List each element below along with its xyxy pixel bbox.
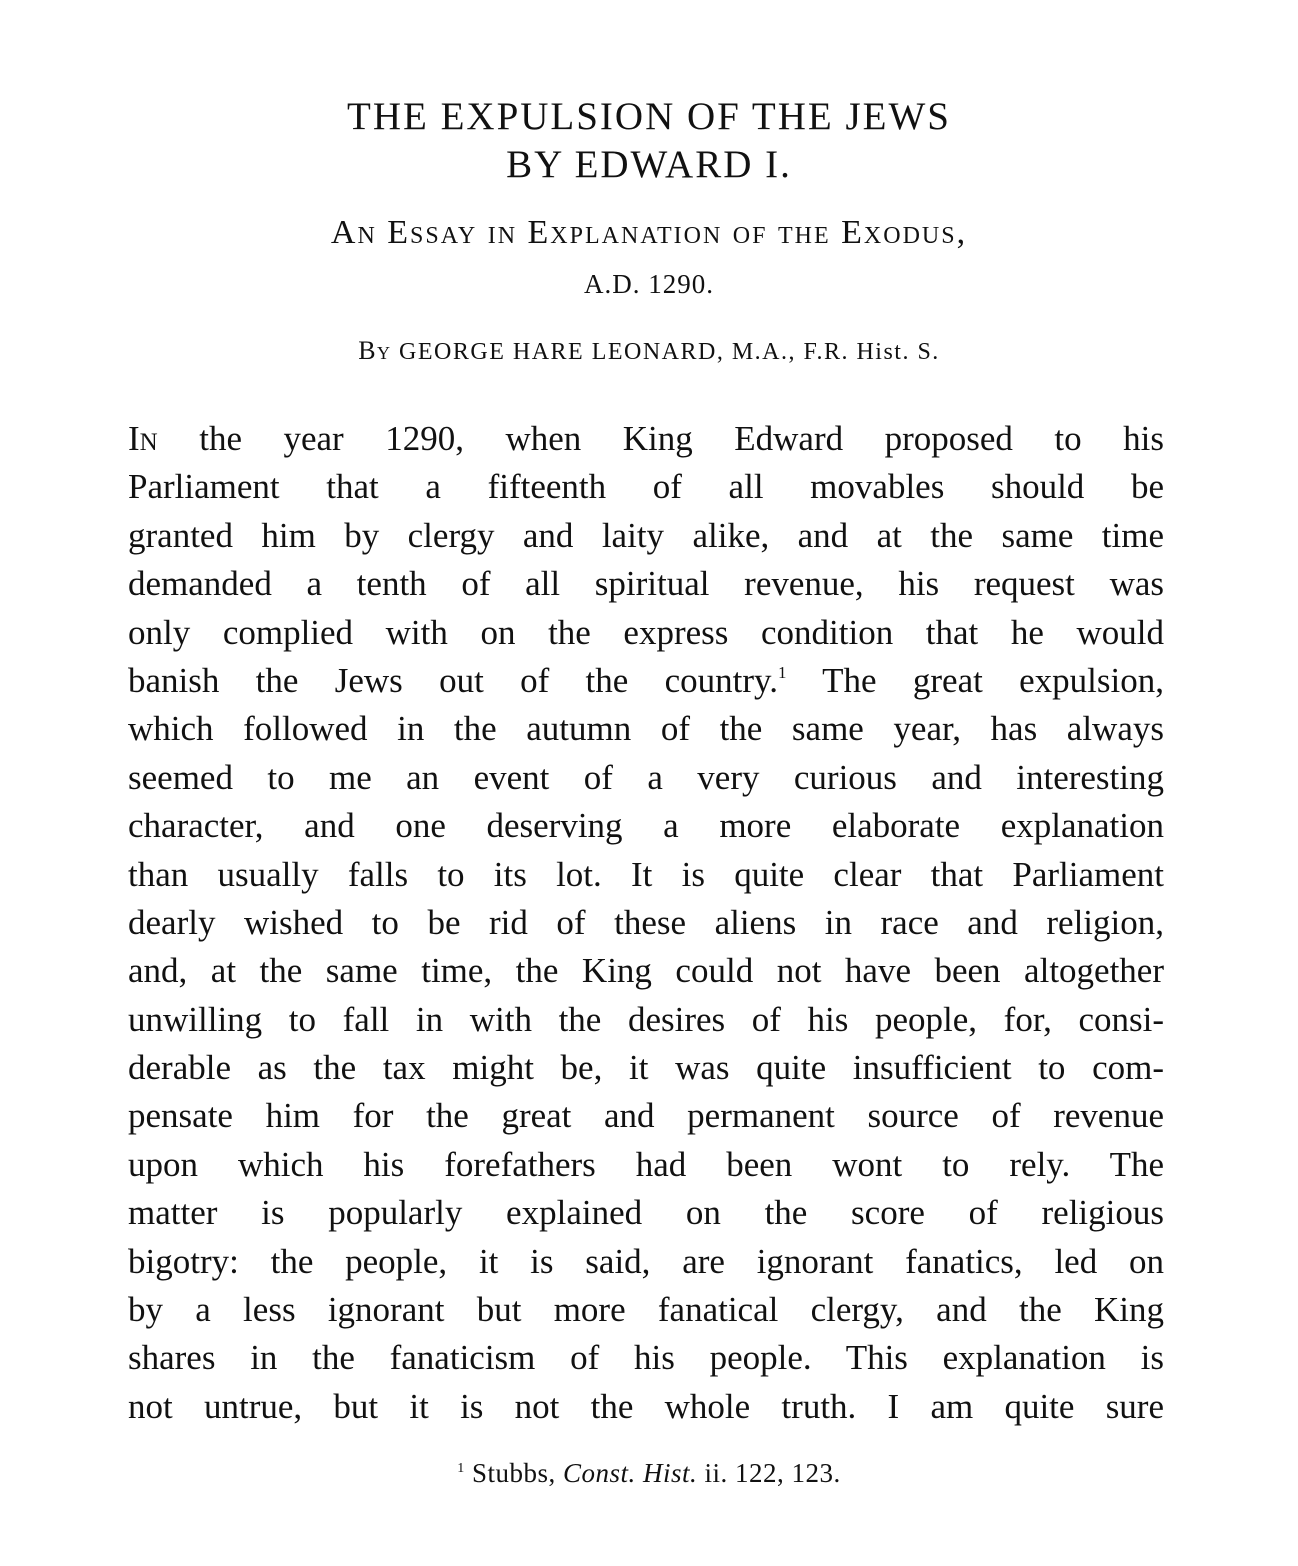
text-line: matter is popularly explained on the score of religious xyxy=(128,1193,1164,1233)
text-line-content: the year 1290, when King Edward proposed to his xyxy=(157,419,1164,458)
footnote-work-title: Const. Hist. xyxy=(562,1458,698,1488)
text-line: Parliament that a fifteenth of all movables should be xyxy=(128,467,1164,507)
text-line: pensate him for the great and permanent source of revenue xyxy=(128,1096,1164,1136)
dropcap-word: In xyxy=(128,419,158,458)
text-line: shares in the fanaticism of his people. This explanation is xyxy=(128,1338,1164,1378)
author-prefix: By xyxy=(358,336,392,365)
text-line: only complied with on the express condition that he would xyxy=(128,612,1164,652)
text-line-content: banish the Jews out of the country. xyxy=(128,660,779,700)
text-line xyxy=(128,657,1164,705)
footnote-marker: 1 xyxy=(457,1461,465,1476)
text-line: by a less ignorant but more fanatical clergy, and the King xyxy=(128,1290,1164,1330)
text-line: bigotry: the people, it is said, are ignorant fanatics, led on xyxy=(128,1241,1164,1281)
text-line: not untrue, but it is not the whole truth. I am quite sure xyxy=(128,1386,1164,1426)
subtitle-date: A.D. 1290. xyxy=(584,269,714,299)
text-line: seemed to me an event of a very curious and interesting xyxy=(128,757,1164,797)
text-line: dearly wished to be rid of these aliens in race and religion, xyxy=(128,902,1164,942)
author-byline xyxy=(0,336,1298,367)
author-name: GEORGE HARE LEONARD, M.A., F.R. Hist. S. xyxy=(399,339,940,365)
text-line: than usually falls to its lot. It is quite clear that Parliament xyxy=(128,854,1164,894)
footnote-author: Stubbs, xyxy=(471,1458,556,1488)
subtitle: An Essay in Explanation of the Exodus, xyxy=(330,214,968,251)
text-line: demanded a tenth of all spiritual revenue, his request was xyxy=(128,564,1164,604)
text-line: and, at the same time, the King could not have been altogether xyxy=(128,951,1164,991)
page-title-line-2: BY EDWARD I. xyxy=(506,143,792,186)
body-paragraph xyxy=(128,415,1164,1431)
text-line: derable as the tax might be, it was quite insufficient to com- xyxy=(128,1048,1164,1088)
text-line: character, and one deserving a more elaborate explanation xyxy=(128,806,1164,846)
text-line: granted him by clergy and laity alike, and at the same time xyxy=(128,515,1164,555)
text-line: unwilling to fall in with the desires of his people, for, consi- xyxy=(128,999,1164,1039)
footnote xyxy=(0,1457,1298,1489)
text-line xyxy=(128,415,1164,463)
footnote-pages: ii. 122, 123. xyxy=(704,1458,841,1488)
text-line: upon which his forefathers had been wont to rely. The xyxy=(128,1144,1164,1184)
text-line-content: The great expulsion, xyxy=(786,660,1164,700)
footnote-reference: 1 xyxy=(778,662,787,682)
text-line: which followed in the autumn of the same year, has always xyxy=(128,709,1164,749)
page-title: THE EXPULSION OF THE JEWS xyxy=(347,95,951,138)
